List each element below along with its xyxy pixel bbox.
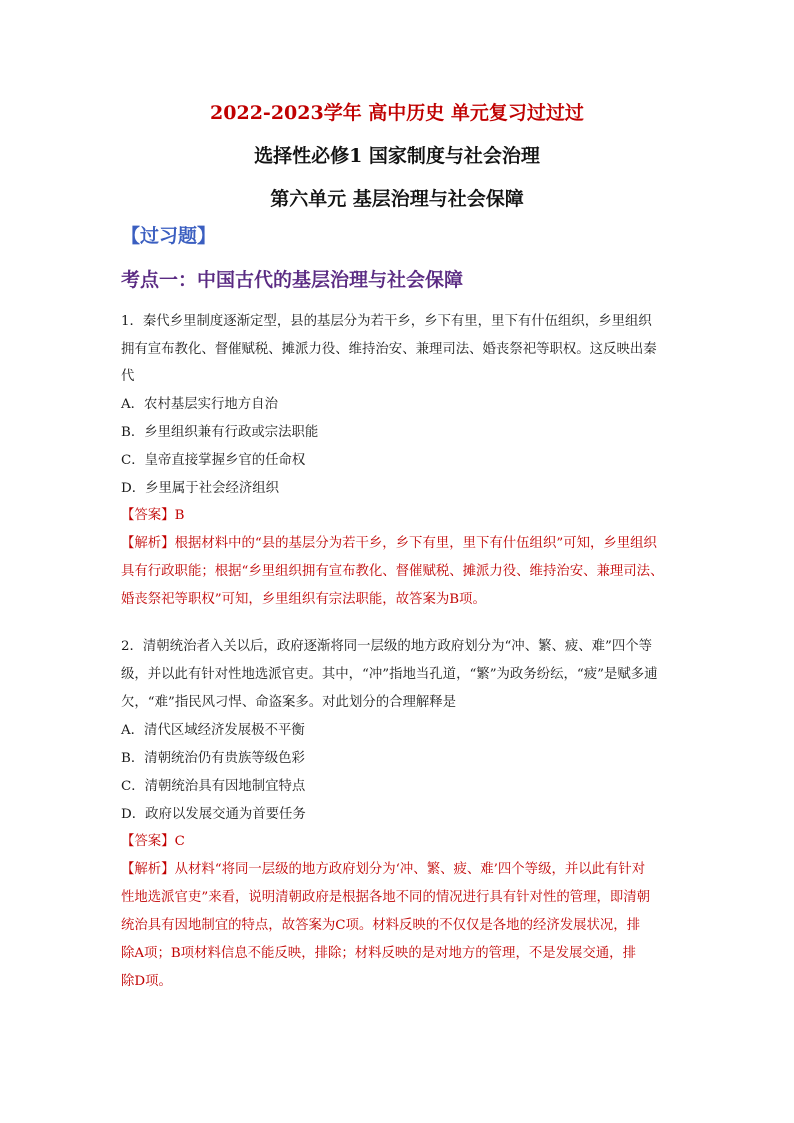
question-1-answer	[121, 506, 184, 526]
question-2-option-d: D．政府以发展交通为首要任务	[121, 807, 306, 822]
analysis-label: 【解析】	[121, 536, 175, 551]
answer-value: C	[174, 834, 185, 849]
question-2-option-a: A．清代区域经济发展极不平衡	[121, 723, 305, 738]
section-title: 考点一：中国古代的基层治理与社会保障	[121, 269, 464, 291]
question-2-stem-line-3: 欠，“难”指民风刁悍、命盗案多。对此划分的合理解释是	[121, 695, 457, 710]
answer-value: B	[174, 508, 185, 523]
answer-label: 【答案】	[121, 508, 175, 523]
question-2-analysis-line-1	[121, 860, 645, 880]
question-2-answer	[121, 832, 185, 852]
unit-title: 第六单元 基层治理与社会保障	[270, 188, 524, 210]
question-1-analysis-line-2: 具有行政职能；根据“乡里组织拥有宣布教化、督催赋税、摊派力役、维持治安、兼理司法、	[121, 564, 664, 579]
analysis-text: 根据材料中的“县的基层分为若干乡，乡下有里，里下有什伍组织”可知，乡里组织	[174, 536, 657, 551]
analysis-text: 从材料“将同一层级的地方政府划分为‘冲、繁、疲、难’四个等级，并以此有针对	[174, 862, 646, 877]
question-2-stem-line-2: 级，并以此有针对性地选派官吏。其中，“冲”指地当孔道，“繁”为政务纷纭，“疲”是赋多逋	[121, 667, 658, 682]
question-2-option-c: C．清朝统治具有因地制宜特点	[121, 779, 306, 794]
question-2-option-b: B．清朝统治仍有贵族等级色彩	[121, 751, 305, 766]
exercise-tag: 【过习题】	[121, 225, 217, 247]
question-1-option-b: B．乡里组织兼有行政或宗法职能	[121, 425, 319, 440]
question-1-stem-line-3: 代	[121, 369, 135, 384]
question-1-analysis-line-1	[121, 534, 657, 554]
analysis-label: 【解析】	[121, 862, 175, 877]
question-1-option-a: A．农村基层实行地方自治	[121, 397, 278, 412]
document-subtitle: 选择性必修1 国家制度与社会治理	[254, 145, 540, 167]
question-2-analysis-line-2: 性地选派官吏”来看，说明清朝政府是根据各地不同的情况进行具有针对性的管理，即清朝	[121, 890, 651, 905]
answer-label: 【答案】	[121, 834, 175, 849]
question-2-analysis-line-3: 统治具有因地制宜的特点，故答案为C项。材料反映的不仅仅是各地的经济发展状况，排	[121, 918, 641, 933]
document-title: 2022-2023学年 高中历史 单元复习过过过	[210, 102, 584, 124]
question-1-stem-line-2: 拥有宣布教化、督催赋税、摊派力役、维持治安、兼理司法、婚丧祭祀等职权。这反映出秦	[121, 342, 657, 357]
question-1-stem-line-1: 1．秦代乡里制度逐渐定型，县的基层分为若干乡，乡下有里，里下有什伍组织，乡里组织	[121, 314, 652, 329]
question-2-analysis-line-5: 除D项。	[121, 974, 172, 989]
question-1-option-c: C．皇帝直接掌握乡官的任命权	[121, 453, 306, 468]
question-2-analysis-line-4: 除A项；B项材料信息不能反映，排除；材料反映的是对地方的管理，不是发展交通，排	[121, 946, 636, 961]
question-1-option-d: D．乡里属于社会经济组织	[121, 481, 280, 496]
question-1-analysis-line-3: 婚丧祭祀等职权”可知，乡里组织有宗法职能，故答案为B项。	[121, 592, 486, 607]
question-2-stem-line-1: 2．清朝统治者入关以后，政府逐渐将同一层级的地方政府划分为“冲、繁、疲、难”四个等	[121, 639, 653, 654]
